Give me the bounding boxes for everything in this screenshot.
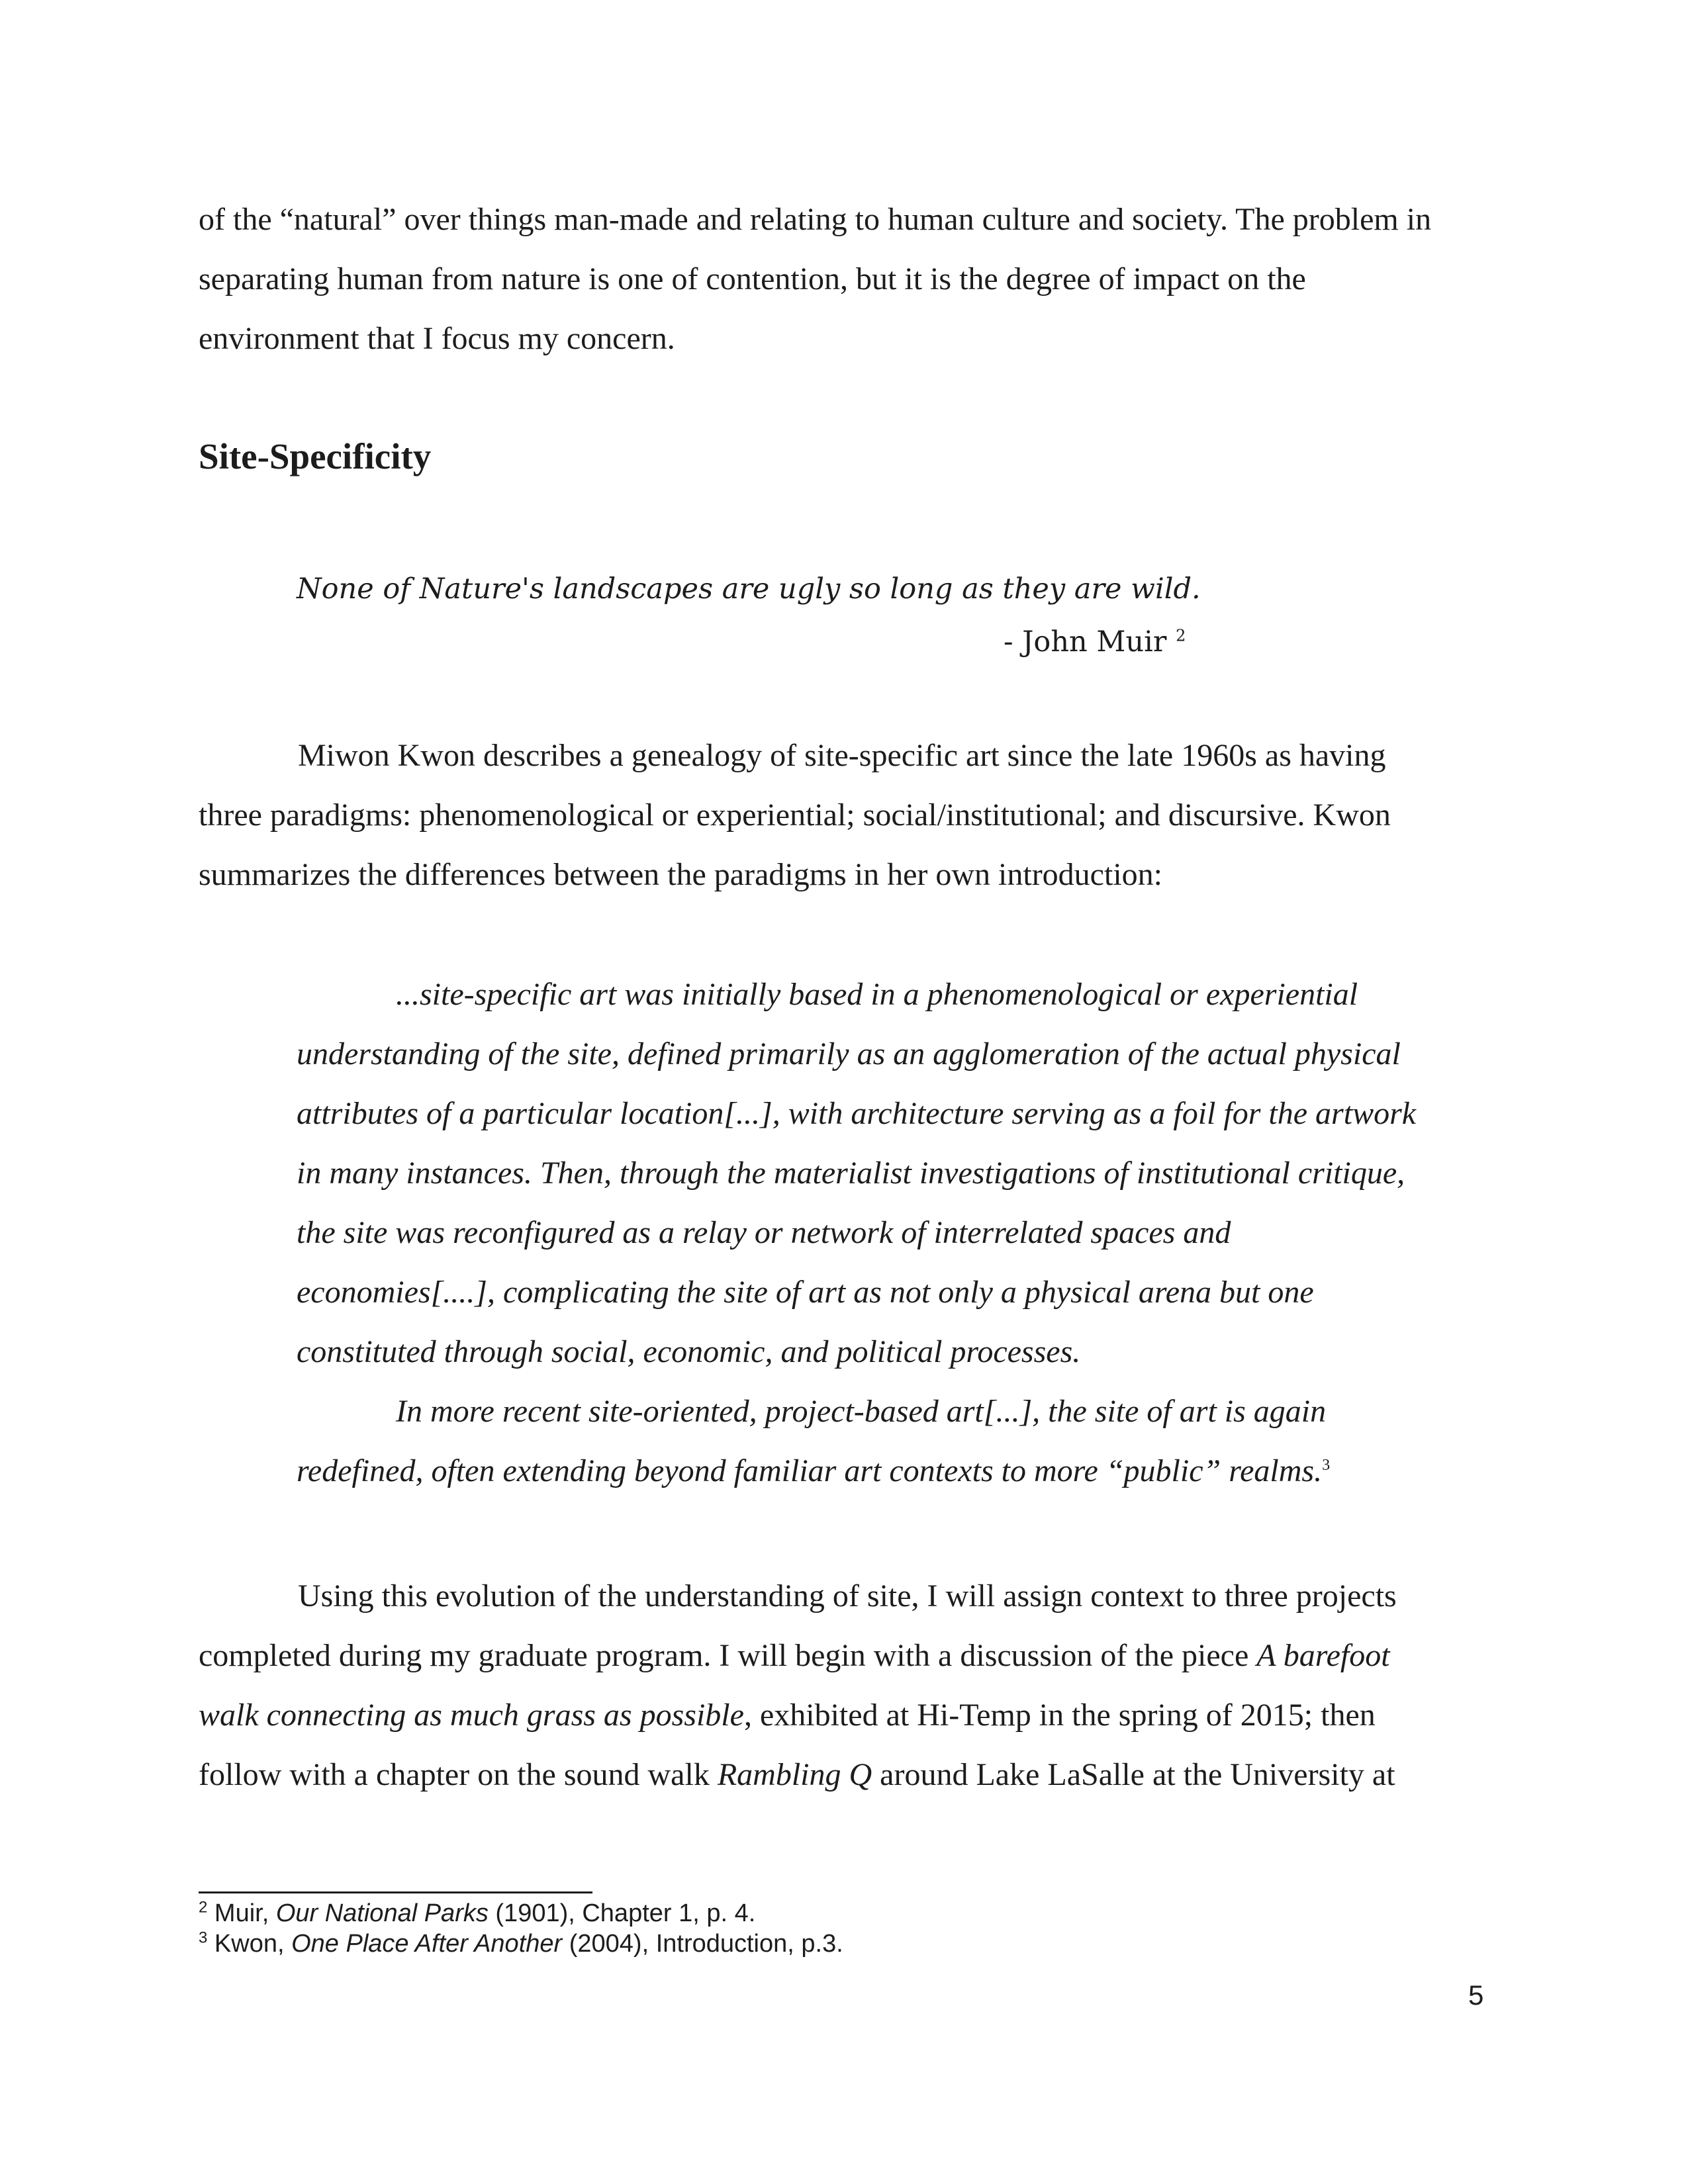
footnote-author: Kwon, — [214, 1930, 292, 1958]
footnote-details: (1901), Chapter 1, p. 4. — [488, 1899, 756, 1927]
block-line: the site was reconfigured as a relay or network of interrelated spaces and — [297, 1215, 1231, 1250]
projects-line-4 — [199, 1757, 1395, 1792]
intro-paragraph — [199, 190, 1496, 369]
footnote-details: (2004), Introduction, p.3. — [562, 1930, 843, 1958]
projects-line-2-text: completed during my graduate program. I will begin with a discussion of the piece — [199, 1638, 1257, 1673]
footnote-number: 2 — [199, 1898, 208, 1917]
block-quote-paragraph-1 — [297, 965, 1475, 1382]
epigraph-attribution — [1004, 615, 1186, 668]
footnote-2 — [199, 1898, 1496, 1929]
block-line: ...site-specific art was initially based in a phenomenological or experiential — [396, 977, 1358, 1012]
section-heading: Site-Specificity — [199, 436, 432, 477]
block-line: understanding of the site, defined primarily as an agglomeration of the actual physical — [297, 1036, 1401, 1071]
block-line: redefined, often extending beyond familiar art contexts to more “public” realms. — [297, 1453, 1323, 1488]
footnote-title: One Place After Another — [291, 1930, 563, 1958]
projects-line-3-text: , exhibited at Hi-Temp in the spring of 2015; then — [743, 1698, 1376, 1733]
footnote-title: Our National Parks — [275, 1899, 489, 1927]
block-quote — [297, 965, 1475, 1501]
footnote-number: 3 — [199, 1929, 208, 1947]
kwon-line-3: summarizes the differences between the paradigms in her own introduction: — [199, 857, 1162, 892]
page-number: 5 — [1468, 1979, 1484, 2011]
projects-line-2 — [199, 1638, 1390, 1673]
block-line: attributes of a particular location[...], with architecture serving as a foil for the artwork — [297, 1096, 1417, 1131]
block-line: in many instances. Then, through the materialist investigations of institutional critique, — [297, 1156, 1405, 1191]
footnote-author: Muir, — [214, 1899, 276, 1927]
footnotes — [199, 1898, 1496, 1959]
work-title-barefoot-walk: A barefoot — [1256, 1638, 1390, 1673]
footnote-separator — [199, 1891, 592, 1893]
projects-line-4-text: follow with a chapter on the sound walk — [199, 1757, 718, 1792]
block-line: economies[....], complicating the site of art as not only a physical arena but one — [297, 1275, 1314, 1310]
projects-line-4-text-end: around Lake LaSalle at the University at — [872, 1757, 1395, 1792]
block-line: constituted through social, economic, and political processes. — [297, 1334, 1081, 1369]
footnote-3 — [199, 1929, 1496, 1959]
intro-line-1: of the “natural” over things man-made and relating to human culture and society. The problem in — [199, 202, 1432, 237]
kwon-line-2: three paradigms: phenomenological or experiential; social/institutional; and discursive. Kwon — [199, 797, 1391, 833]
block-quote-paragraph-2 — [297, 1382, 1475, 1501]
block-quote-footnote-ref: 3 — [1322, 1457, 1331, 1474]
kwon-line-1: Miwon Kwon describes a genealogy of site-specific art since the late 1960s as having — [298, 738, 1386, 773]
work-title-barefoot-walk-cont: walk connecting as much grass as possible — [199, 1698, 744, 1733]
intro-line-3: environment that I focus my concern. — [199, 321, 675, 356]
kwon-paragraph — [199, 726, 1496, 905]
intro-line-2: separating human from nature is one of contention, but it is the degree of impact on the — [199, 261, 1306, 296]
epigraph-footnote-ref: 2 — [1176, 626, 1186, 645]
epigraph-author: - John Muir — [1004, 625, 1167, 659]
projects-paragraph — [199, 1567, 1496, 1805]
projects-line-1: Using this evolution of the understanding of site, I will assign context to three projects — [298, 1578, 1397, 1614]
projects-line-3 — [199, 1698, 1376, 1733]
block-line: In more recent site-oriented, project-based art[...], the site of art is again — [396, 1394, 1327, 1429]
work-title-rambling-q: Rambling Q — [717, 1757, 872, 1792]
epigraph — [297, 563, 1422, 659]
epigraph-quote: None of Nature's landscapes are ugly so long as they are wild. — [297, 572, 1201, 606]
